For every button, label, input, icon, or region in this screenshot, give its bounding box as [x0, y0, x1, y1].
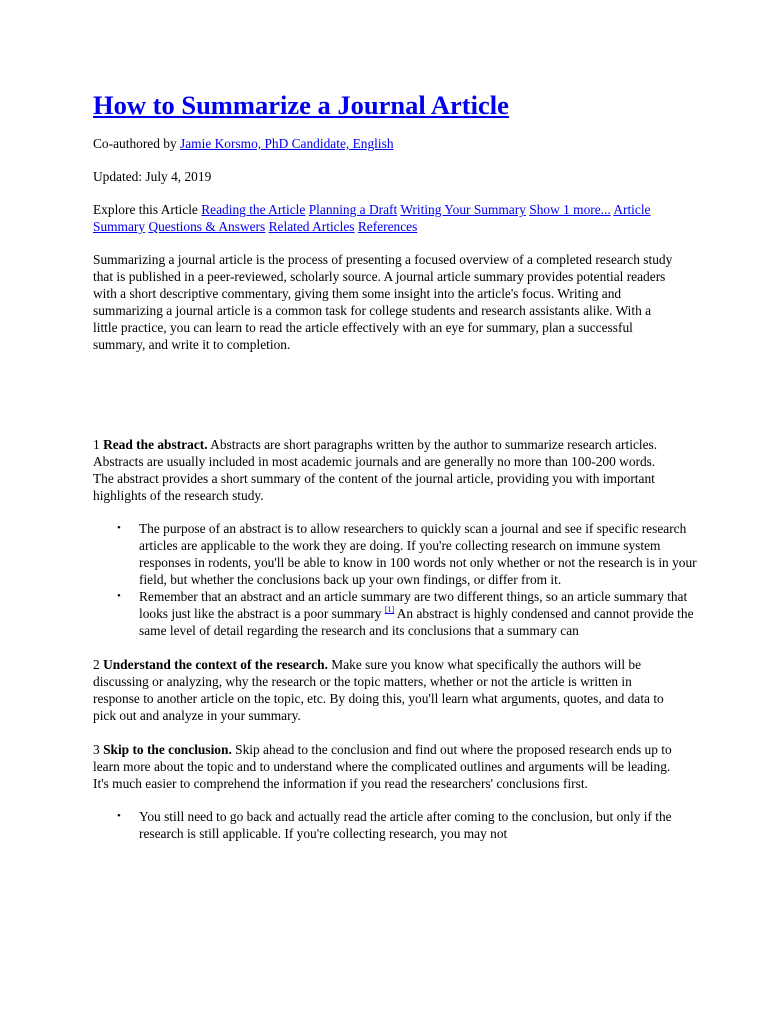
byline-prefix: Co-authored by	[93, 136, 181, 151]
list-item-text: The purpose of an abstract is to allow researchers to quickly scan a journal and see if specific research articles are applicable to the work they are doing. If you're collecting research on immune system responses in rodents, you'll be able to know in 100 words not only whether or not the research is in your field, but whether the conclusions back up your own findings, or differ from it.	[139, 521, 697, 587]
byline	[93, 135, 678, 152]
intro-paragraph: Summarizing a journal article is the process of presenting a focused overview of a completed research study that is published in a peer-reviewed, scholarly source. A journal article summary provides potential readers with a short descriptive commentary, giving them some insight into the article's focus. Writing and summarizing a journal article is a common task for college students and research assistants alike. With a little practice, you can learn to read the article effectively with an eye for summary, plan a successful summary, and write it to completion.	[93, 252, 673, 352]
reference-link[interactable]: [1]	[384, 605, 395, 614]
step-3-bullets	[93, 808, 699, 842]
step-text: Abstracts are short paragraphs written by the author to summarize research articles. Abstracts are usually included in most academic journals and are generally no more than 100-200 words. The abstract provides a short summary of the content of the journal article, providing you with important highlights of the research study.	[93, 437, 658, 503]
step-1-bullets	[93, 520, 699, 639]
bullet-icon: •	[117, 522, 121, 534]
list-item	[117, 588, 699, 639]
article-title-link[interactable]: How to Summarize a Journal Article	[93, 90, 509, 120]
step-number: 3	[93, 742, 100, 757]
updated-date: Updated: July 4, 2019	[93, 169, 212, 184]
step-number: 2	[93, 657, 100, 672]
nav-link-related-articles[interactable]: Related Articles	[268, 219, 355, 234]
bullet-icon: •	[117, 590, 121, 602]
step-3	[93, 741, 678, 792]
explore-article-nav	[93, 201, 668, 235]
step-heading: Read the abstract.	[103, 437, 208, 452]
bullet-icon: •	[117, 810, 121, 822]
step-number: 1	[93, 437, 100, 452]
list-item-text: An abstract is highly condensed and cannot provide the same level of detail regarding the research and its conclusions that a summary can	[139, 606, 694, 638]
list-item	[117, 808, 699, 842]
reference-marker	[385, 605, 394, 614]
nav-link-questions-answers[interactable]: Questions & Answers	[148, 219, 266, 234]
nav-link-planning-a-draft[interactable]: Planning a Draft	[308, 202, 398, 217]
list-item	[117, 520, 699, 588]
explore-prefix: Explore this Article	[93, 202, 202, 217]
nav-link-article-summary[interactable]: Article Summary	[93, 202, 651, 234]
nav-link-references[interactable]: References	[357, 219, 418, 234]
list-item-text: Remember that an abstract and an article summary are two different things, so an article summary that looks just like the abstract is a poor summary	[139, 589, 688, 621]
article-title	[93, 0, 768, 122]
step-text: Skip ahead to the conclusion and find out where the proposed research ends up to learn more about the topic and to understand where the complicated outlines and arguments will be leading. It's much easier to comprehend the information if you read the researchers' conclusions first.	[93, 742, 672, 791]
step-heading: Skip to the conclusion.	[103, 742, 232, 757]
nav-link-show-more[interactable]: Show 1 more...	[529, 202, 611, 217]
step-heading: Understand the context of the research.	[103, 657, 328, 672]
nav-link-reading-the-article[interactable]: Reading the Article	[201, 202, 306, 217]
step-1	[93, 436, 678, 504]
nav-link-writing-your-summary[interactable]: Writing Your Summary	[400, 202, 526, 217]
author-link[interactable]: Jamie Korsmo, PhD Candidate, English	[180, 136, 394, 151]
list-item-text: You still need to go back and actually read the article after coming to the conclusion, but only if the research is still applicable. If you're collecting research, you may not	[139, 809, 672, 841]
step-text: Make sure you know what specifically the authors will be discussing or analyzing, why the research or the topic matters, whether or not the article is written in response to another article on the topic, etc. By doing this, you'll learn what arguments, quotes, and data to pick out and analyze in your summary.	[93, 657, 664, 723]
step-2	[93, 656, 678, 724]
